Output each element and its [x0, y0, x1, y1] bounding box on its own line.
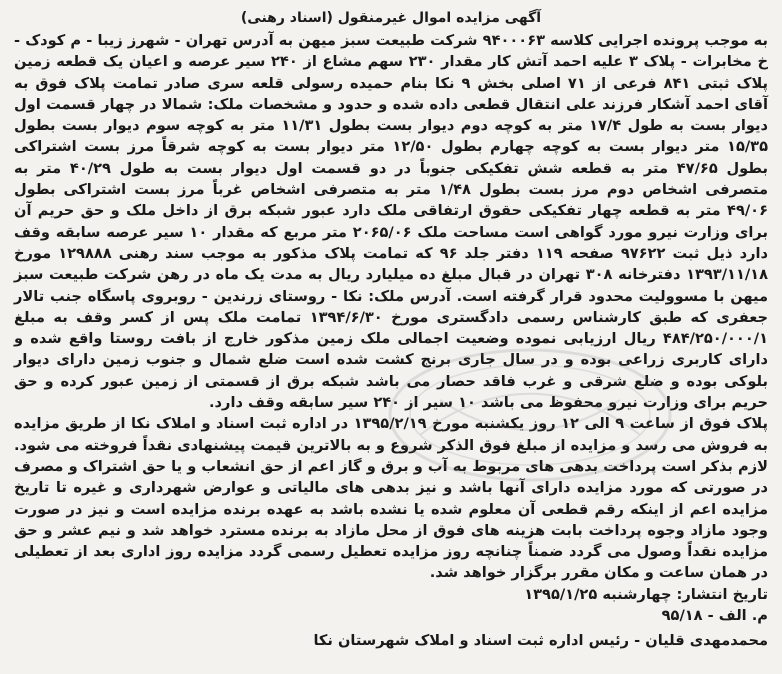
signature-line: محمدمهدی قلیان - رئیس اداره ثبت اسناد و املاک شهرستان نکا	[313, 632, 768, 650]
reference-code: م. الف - ۹۵/۱۸	[661, 607, 768, 625]
notice-footer	[14, 584, 768, 627]
notice-title: آگهی مزایده اموال غیرمنقول (اسناد رهنی)	[240, 10, 542, 26]
notice-paragraph-property: به موجب پرونده اجرایی کلاسه ۹۴۰۰۰۶۳ شرکت طبیعت سبز میهن به آدرس تهران - شهرز زیبا - م کودک - خ مخابرات - پلاک ۳ علیه احمد آتش کار مقدار ۲۳۰ سهم مشاع از ۲۴۰ سیر عرصه و اعیان یک قطعه زمین پلاک ثبتی ۸۴۱ فرعی از ۷۱ اصلی بخش ۹ نکا بنام حمیده رسولی قلعه سری صادر تمامت پلاک فوق به آقای احمد آشکار فرزند علی انتقال قطعی داده شده و حدود و مشخصات ملک: شمالا در چهار قسمت اول دیوار بست به طول ۱۷/۴ متر به کوچه دوم دیوار بست بطول ۱۱/۳۱ متر به کوچه سوم دیوار بست بطول ۱۵/۳۵ متر دیوار بست به کوچه چهارم بطول ۱۲/۵۰ متر دیوار بست به کوچه شرقاً مرز بست اشتراکی بطول ۴۷/۶۵ متر به قطعه شش تفکیکی جنوباً در دو قسمت اول دیوار بست به طول ۴۰/۲۹ متر به متصرفی اشخاص دوم مرز بست بطول ۱/۴۸ متر به متصرفی اشخاص غرباً مرز بست اشتراکی بطول ۴۹/۰۶ متر به قطعه چهار تفکیکی حقوق ارتفاقی ملک دارد عبور شبکه برق از داخل ملک و حق حریم آن برای وزارت نیرو مورد گواهی است مساحت ملک ۲۰۶۵/۰۶ متر مربع که مقدار ۱۰ سیر عرصه سابقه وقف دارد ذیل ثبت ۹۷۶۲۲ صفحه ۱۱۹ دفتر جلد ۹۶ که تمامت پلاک مذکور به موجب سند رهنی ۱۲۹۸۸۸ مورخ ۱۳۹۳/۱۱/۱۸ دفترخانه ۳۰۸ تهران در قبال مبلغ ده میلیارد ریال به مدت یک ماه در رهن شرکت طبیعت سبز میهن با مسوولیت محدود قرار گرفته است. آدرس ملک: نکا - روستای زرندین - روبروی پاسگاه جنب تالار جعفری که طبق کارشناس رسمی دادگستری مورخ ۱۳۹۴/۶/۳۰ تمامت ملک پس از کسر وقف به مبلغ ۴۸۴/۲۵۰/۰۰۰/۱ ریال ارزیابی نموده وضعیت اجمالی ملک زمین مذکور خارج از بافت روستا واقع شده و دارای کاربری زراعی بوده و در سال جاری برنج کشت شده است ضلع شمال و جنوب زمین دارای دیوار بلوکی بوده و ضلع شرقی و غرب فاقد حصار می باشد شبکه برق از قسمتی از زمین عبور کرده و حق حریم برای وزارت نیرو محفوظ می باشد ۱۰ سیر از ۲۴۰ سیر سابقه وقف دارد.	[14, 32, 769, 412]
publication-date: تاریخ انتشار: چهارشنبه ۱۳۹۵/۱/۲۵	[524, 585, 768, 603]
notice-body	[14, 30, 768, 584]
notice-paragraph-auction-terms: پلاک فوق از ساعت ۹ الی ۱۲ روز یکشنبه مورخ ۱۳۹۵/۲/۱۹ در اداره ثبت اسناد و املاک نکا از طریق مزایده به فروش می رسد و مزایده از مبلغ فوق الذکر شروع و به بالاترین قیمت پیشنهادی نقداً فروخته می شود. لازم بذکر است پرداخت بدهی های مربوط به آب و برق و گاز اعم از حق انشعاب و یا حق اشتراک و مصرف در صورتی که مورد مزایده دارای آنها باشد و نیز بدهی های مالیاتی و عوارض شهرداری و غیره تا تاریخ مزایده اعم از اینکه رقم قطعی آن معلوم شده یا نشده باشد به عهده برنده مزایده است و نیز در صورت وجود مازاد وجوه پرداخت بابت هزینه های فوق از محل مازاد به برنده مسترد خواهد شد و نیم عشر و حق مزایده نقداً وصول می گردد ضمناً چنانچه روز مزایده تعطیل رسمی گردد مزایده روز اداری بعد از تعطیلی در همان ساعت و مکان مقرر برگزار خواهد شد.	[14, 415, 768, 582]
